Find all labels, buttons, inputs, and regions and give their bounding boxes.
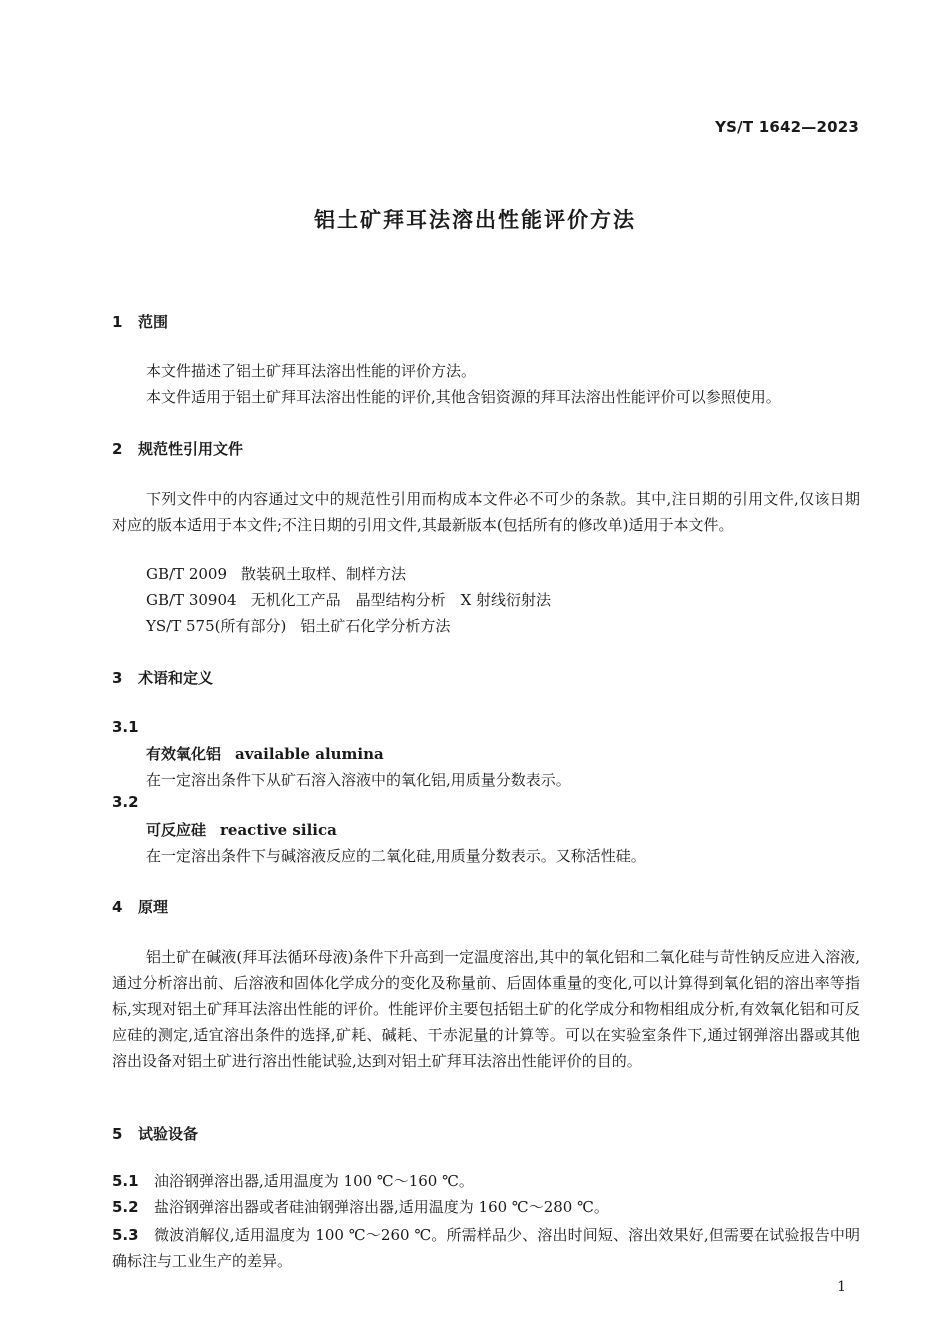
reference-code: YS/T 575(所有部分) — [146, 617, 287, 635]
section-number: 2 — [112, 440, 123, 458]
section-1-heading — [112, 311, 168, 332]
clause-item — [112, 1170, 474, 1191]
section-5-heading — [112, 1123, 198, 1144]
principle-paragraph: 铝土矿在碱液(拜耳法循环母液)条件下升高到一定温度溶出,其中的氧化铝和二氧化硅与苛性钠反应进入溶液,通过分析溶出前、后溶液和固体化学成分的变化及称量前、后固体重量的变化,可以计算得到氧化铝的溶出率等指标,实现对铝土矿拜耳法溶出性能的评价。性能评价主要包括铝土矿的化学成分和物相组成分析,有效氧化铝和可反应硅的测定,适宜溶出条件的选择,矿耗、碱耗、干赤泥量的计算等。可以在实验室条件下,通过钢弹溶出器或其他溶出设备对铝土矿进行溶出性能试验,达到对铝土矿拜耳法溶出性能评价的目的。 — [112, 948, 860, 1070]
clause-item — [112, 1196, 609, 1217]
term-chinese: 可反应硅 — [146, 821, 207, 839]
section-title: 试验设备 — [138, 1125, 199, 1143]
section-number: 4 — [112, 898, 123, 916]
clause-text: 盐浴钢弹溶出器或者硅油钢弹溶出器,适用温度为 160 ℃～280 ℃。 — [154, 1198, 609, 1216]
reference-code: GB/T 30904 — [146, 591, 237, 609]
section-number: 5 — [112, 1125, 123, 1143]
section-title: 范围 — [138, 313, 169, 331]
term-number: 3.2 — [112, 793, 139, 811]
section-2-heading — [112, 438, 243, 459]
term-definition: 在一定溶出条件下从矿石溶入溶液中的氧化铝,用质量分数表示。 — [146, 771, 571, 789]
reference-item — [146, 563, 406, 584]
reference-title: 散装矾土取样、制样方法 — [241, 565, 407, 583]
term-entry — [146, 743, 384, 764]
term-definition: 在一定溶出条件下与碱溶液反应的二氧化硅,用质量分数表示。又称活性硅。 — [146, 847, 646, 865]
clause-item — [112, 1222, 860, 1274]
scope-paragraph-2: 本文件适用于铝土矿拜耳法溶出性能的评价,其他含铝资源的拜耳法溶出性能评价可以参照使用。 — [146, 388, 781, 406]
term-english: reactive silica — [220, 821, 337, 839]
term-number: 3.1 — [112, 718, 139, 736]
reference-title: 铝土矿石化学分析方法 — [300, 617, 451, 635]
reference-code: GB/T 2009 — [146, 565, 228, 583]
scope-paragraph-1: 本文件描述了铝土矿拜耳法溶出性能的评价方法。 — [146, 362, 477, 380]
clause-text: 微波消解仪,适用温度为 100 ℃～260 ℃。所需样品少、溶出时间短、溶出效果好,但需要在试验报告中明确标注与工业生产的差异。 — [112, 1226, 860, 1270]
term-english: available alumina — [235, 745, 384, 763]
section-title: 术语和定义 — [138, 669, 214, 687]
reference-title: 无机化工产品 晶型结构分析 X 射线衍射法 — [250, 591, 552, 609]
reference-item — [146, 615, 450, 636]
section-4-heading — [112, 896, 168, 917]
reference-item — [146, 589, 551, 610]
page-number: 1 — [837, 1279, 846, 1295]
term-entry — [146, 819, 337, 840]
section-title: 规范性引用文件 — [138, 440, 244, 458]
section-3-heading — [112, 667, 213, 688]
section-number: 1 — [112, 313, 123, 331]
standard-code: YS/T 1642—2023 — [715, 118, 859, 136]
clause-number: 5.1 — [112, 1172, 139, 1190]
normative-references-intro: 下列文件中的内容通过文中的规范性引用而构成本文件必不可少的条款。其中,注日期的引用文件,仅该日期对应的版本适用于本文件;不注日期的引用文件,其最新版本(包括所有的修改单)适用于本文件。 — [112, 490, 860, 534]
section-number: 3 — [112, 669, 123, 687]
document-title: 铝土矿拜耳法溶出性能评价方法 — [314, 208, 636, 232]
clause-number: 5.2 — [112, 1198, 139, 1216]
clause-number: 5.3 — [112, 1226, 139, 1244]
clause-text: 油浴钢弹溶出器,适用温度为 100 ℃～160 ℃。 — [154, 1172, 474, 1190]
term-chinese: 有效氧化铝 — [146, 745, 222, 763]
section-title: 原理 — [138, 898, 169, 916]
